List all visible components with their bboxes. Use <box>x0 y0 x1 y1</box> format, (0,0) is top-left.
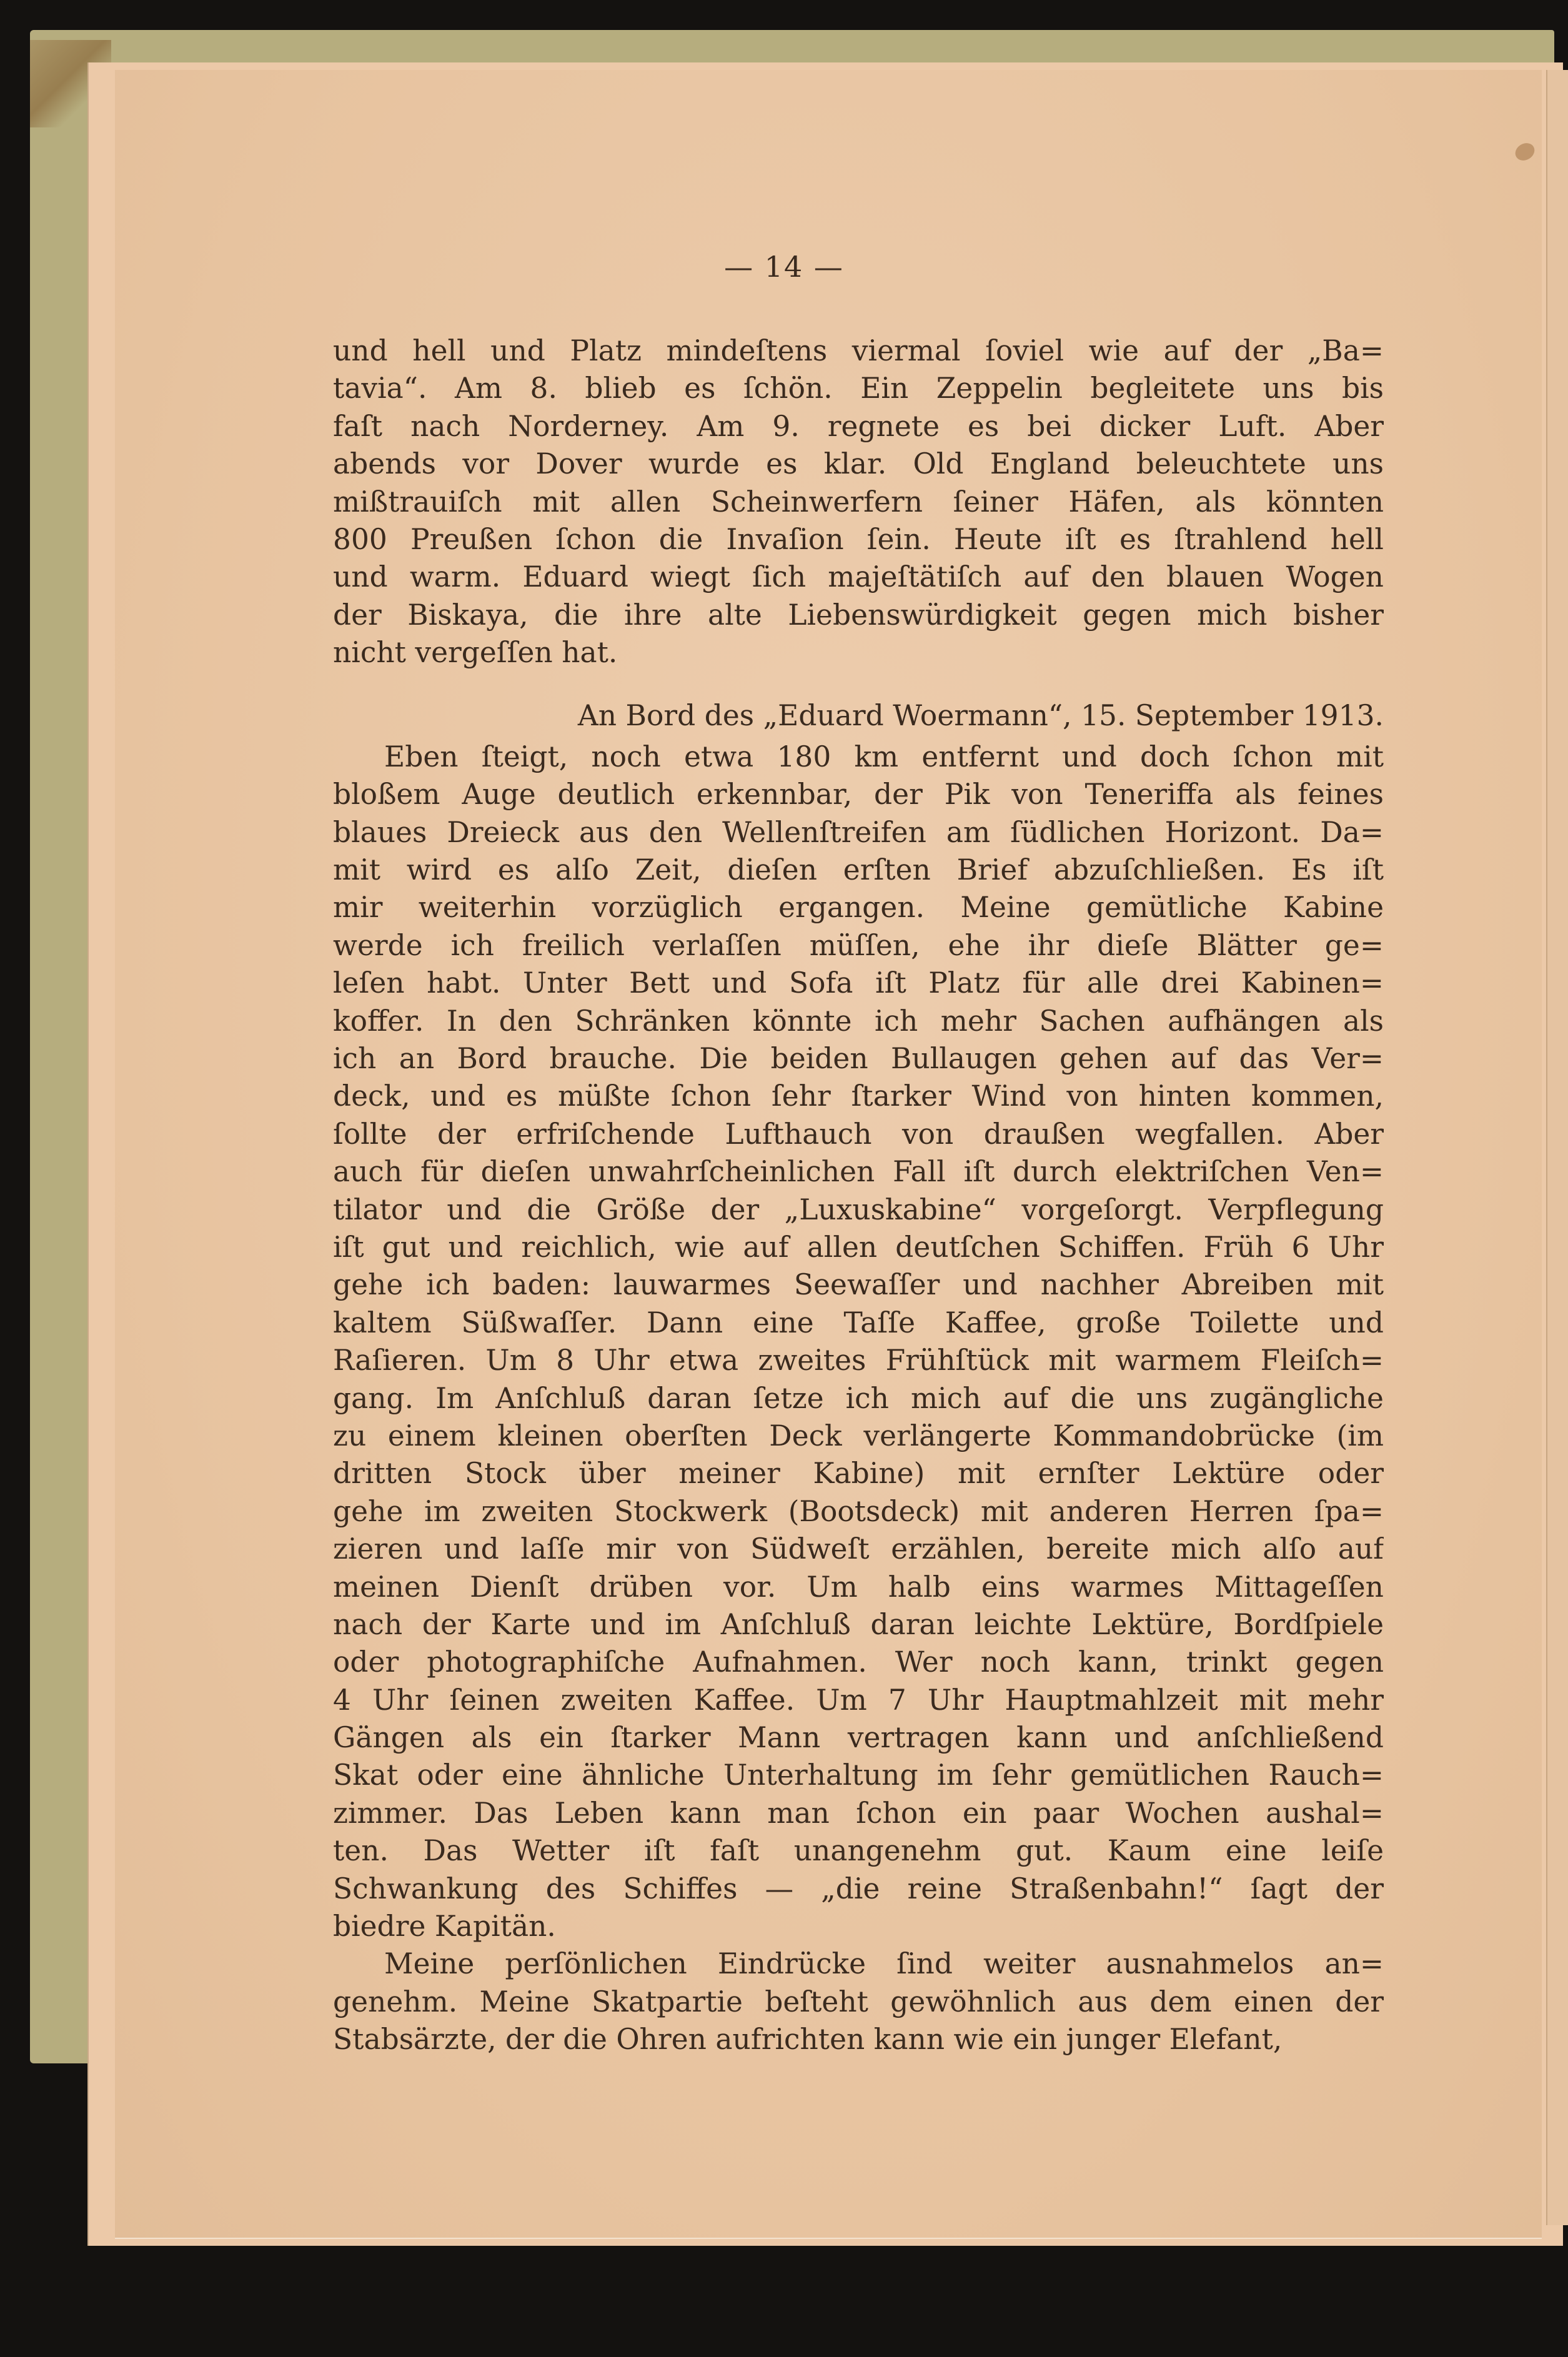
text-line: deck, und es müßte ſchon ſehr ſtarker Wind von hinten kommen, <box>333 1079 1384 1113</box>
text-line: gang. Im Anſchluß daran ſetze ich mich auf die uns zugängliche <box>333 1381 1384 1415</box>
text-line: leſen habt. Unter Bett und Sofa iſt Platz für alle drei Kabinen= <box>333 966 1384 1000</box>
text-line: Gängen als ein ſtarker Mann vertragen kann und anſchließend <box>333 1721 1384 1755</box>
text-line: koffer. In den Schränken könnte ich mehr Sachen aufhängen als <box>333 1004 1384 1038</box>
text-line: Stabsärzte, der die Ohren aufrichten kann wie ein junger Elefant, <box>333 2023 1283 2057</box>
text-line: nicht vergeſſen hat. <box>333 636 618 670</box>
text-line: gehe im zweiten Stockwerk (Bootsdeck) mit anderen Herren ſpa= <box>333 1494 1384 1528</box>
paragraph-2 <box>333 738 1384 1946</box>
text-line: und hell und Platz mindeſtens viermal ſoviel wie auf der „Ba= <box>333 334 1384 367</box>
text-line: mir weiterhin vorzüglich ergangen. Meine gemütliche Kabine <box>333 891 1384 925</box>
text-line: faſt nach Norderney. Am 9. regnete es bei dicker Luft. Aber <box>333 409 1384 443</box>
text-line: mit wird es alſo Zeit, dieſen erſten Brief abzuſchließen. Es iſt <box>333 853 1384 887</box>
dateline: An Bord des „Eduard Woermann“, 15. September 1913. <box>577 698 1384 732</box>
text-line: Raſieren. Um 8 Uhr etwa zweites Frühſtück mit warmem Fleiſch= <box>333 1344 1384 1377</box>
text-line: kaltem Süßwaſſer. Dann eine Taſſe Kaffee, große Toilette und <box>333 1306 1384 1339</box>
paragraph-3 <box>333 1945 1384 2058</box>
text-line: ten. Das Wetter iſt faſt unangenehm gut. Kaum eine leiſe <box>333 1834 1384 1868</box>
text-line: meinen Dienſt drüben vor. Um halb eins warmes Mittageſſen <box>333 1570 1384 1604</box>
text-line: gehe ich baden: lauwarmes Seewaſſer und nachher Abreiben mit <box>333 1268 1384 1302</box>
facing-page-edge <box>1546 70 1568 2225</box>
text-line: blaues Dreieck aus den Wellenſtreifen am ſüdlichen Horizont. Da= <box>333 815 1384 849</box>
text-line: biedre Kapitän. <box>333 1910 556 1943</box>
text-line: tavia“. Am 8. blieb es ſchön. Ein Zeppelin begleitete uns bis <box>333 372 1384 405</box>
text-line: mißtrauiſch mit allen Scheinwerfern ſeiner Häfen, als könnten <box>333 485 1384 519</box>
text-line: Skat oder eine ähnliche Unterhaltung im ſehr gemütlichen Rauch= <box>333 1759 1384 1792</box>
text-line: iſt gut und reichlich, wie auf allen deutſchen Schiffen. Früh 6 Uhr <box>333 1230 1384 1264</box>
text-line: Schwankung des Schiffes — „die reine Straßenbahn!“ ſagt der <box>333 1872 1384 1905</box>
text-line: zu einem kleinen oberſten Deck verlängerte Kommandobrücke (im <box>333 1419 1384 1452</box>
text-line: dritten Stock über meiner Kabine) mit ernſter Lektüre oder <box>333 1457 1384 1491</box>
text-line: 800 Preußen ſchon die Invaſion ſein. Heute iſt es ſtrahlend hell <box>333 522 1384 556</box>
text-line: Eben ſteigt, noch etwa 180 km entfernt und doch ſchon mit <box>384 740 1384 773</box>
text-line: 4 Uhr ſeinen zweiten Kaffee. Um 7 Uhr Hauptmahlzeit mit mehr <box>333 1683 1384 1717</box>
text-line: werde ich freilich verlaſſen müſſen, ehe ihr dieſe Blätter ge= <box>333 928 1384 962</box>
body-text <box>333 332 1384 2059</box>
text-line: Meine perſönlichen Eindrücke ſind weiter ausnahmelos an= <box>384 1947 1384 1981</box>
text-line: ich an Bord brauche. Die beiden Bullaugen gehen auf das Ver= <box>333 1042 1384 1076</box>
text-line: oder photographiſche Aufnahmen. Wer noch kann, trinkt gegen <box>333 1645 1384 1679</box>
text-line: zimmer. Das Leben kann man ſchon ein paar Wochen aushal= <box>333 1796 1384 1830</box>
text-line: abends vor Dover wurde es klar. Old England beleuchtete uns <box>333 447 1384 481</box>
paragraph-1 <box>333 332 1384 672</box>
text-line: genehm. Meine Skatpartie beſteht gewöhnlich aus dem einen der <box>333 1985 1384 2018</box>
text-line: der Biskaya, die ihre alte Liebenswürdigkeit gegen mich bisher <box>333 598 1384 632</box>
text-line: zieren und laſſe mir von Südweſt erzählen, bereite mich alſo auf <box>333 1532 1384 1566</box>
text-line: auch für dieſen unwahrſcheinlichen Fall iſt durch elektriſchen Ven= <box>333 1155 1384 1189</box>
text-line: ſollte der erfriſchende Lufthauch von draußen wegfallen. Aber <box>333 1117 1384 1151</box>
text-line: und warm. Eduard wiegt ſich majeſtätiſch auf den blauen Wogen <box>333 560 1384 594</box>
text-line: tilator und die Größe der „Luxuskabine“ vorgeſorgt. Verpflegung <box>333 1193 1384 1226</box>
text-line: nach der Karte und im Anſchluß daran leichte Lektüre, Bordſpiele <box>333 1607 1384 1641</box>
text-line: bloßem Auge deutlich erkennbar, der Pik von Teneriffa als feines <box>333 778 1384 811</box>
page-number: — 14 — <box>724 250 844 284</box>
